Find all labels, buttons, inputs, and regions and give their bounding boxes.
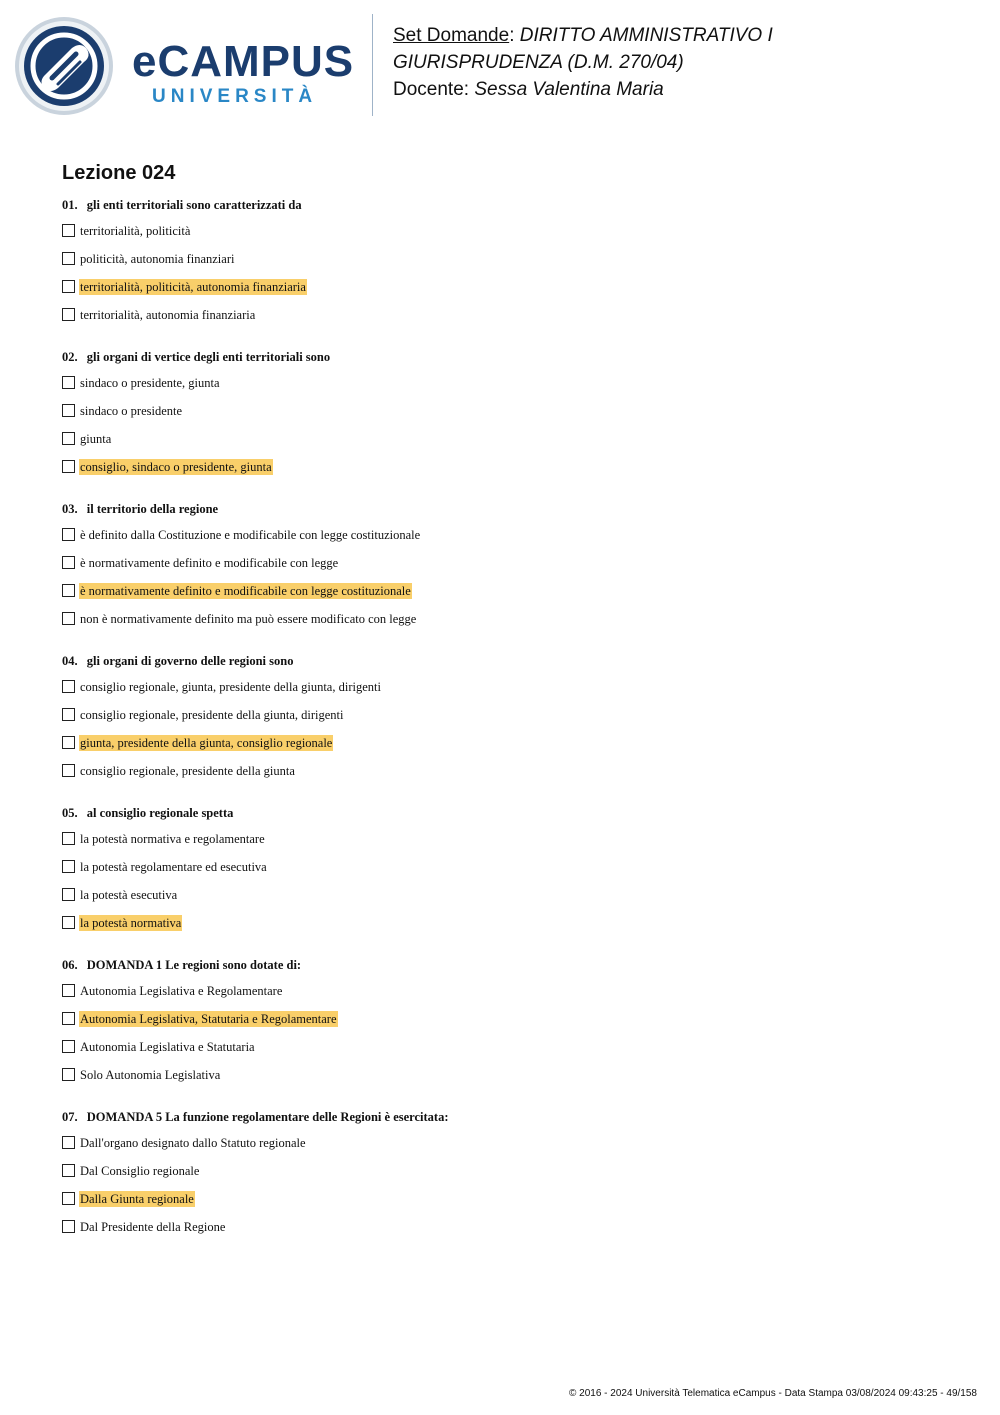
checkbox[interactable] [62, 860, 75, 873]
question-number: 03. [62, 502, 78, 516]
answer-option[interactable] [62, 1163, 962, 1191]
answer-text: la potestà normativa [80, 916, 182, 930]
checkbox[interactable] [62, 708, 75, 721]
brand-subtitle: UNIVERSITÀ [152, 86, 318, 107]
answer-option[interactable] [62, 763, 962, 791]
answer-text: consiglio regionale, presidente della giunta, dirigenti [80, 708, 344, 722]
answer-option[interactable] [62, 735, 962, 763]
question-number: 06. [62, 958, 78, 972]
answer-text: consiglio regionale, giunta, presidente della giunta, dirigenti [80, 680, 381, 694]
set-value-line1: DIRITTO AMMINISTRATIVO I [519, 25, 773, 46]
checkbox[interactable] [62, 1136, 75, 1149]
question-text: DOMANDA 1 Le regioni sono dotate di: [86, 958, 302, 972]
answer-option[interactable] [62, 859, 962, 887]
answer-option[interactable] [62, 279, 962, 307]
question-text: gli organi di vertice degli enti territoriali sono [86, 350, 331, 364]
question-text: al consiglio regionale spetta [86, 806, 234, 820]
header-info [393, 22, 993, 103]
question-01 [62, 196, 962, 335]
checkbox[interactable] [62, 736, 75, 749]
checkbox[interactable] [62, 528, 75, 541]
checkbox[interactable] [62, 376, 75, 389]
answer-option[interactable] [62, 527, 962, 555]
question-text: DOMANDA 5 La funzione regolamentare delle Regioni è esercitata: [86, 1110, 449, 1124]
question-title [62, 652, 962, 670]
answer-text: Solo Autonomia Legislativa [80, 1068, 221, 1082]
answer-option[interactable] [62, 679, 962, 707]
answer-text: consiglio, sindaco o presidente, giunta [80, 460, 272, 474]
checkbox[interactable] [62, 680, 75, 693]
answer-option[interactable] [62, 1067, 962, 1095]
answer-text: la potestà normativa e regolamentare [80, 832, 265, 846]
answer-text: la potestà regolamentare ed esecutiva [80, 860, 267, 874]
checkbox[interactable] [62, 404, 75, 417]
question-text: gli organi di governo delle regioni sono [86, 654, 294, 668]
checkbox[interactable] [62, 280, 75, 293]
checkbox[interactable] [62, 1040, 75, 1053]
answer-text: la potestà esecutiva [80, 888, 178, 902]
checkbox[interactable] [62, 460, 75, 473]
question-number: 05. [62, 806, 78, 820]
question-07 [62, 1108, 962, 1247]
answer-option[interactable] [62, 983, 962, 1011]
answer-text: Dalla Giunta regionale [80, 1192, 194, 1206]
answer-option[interactable] [62, 223, 962, 251]
answer-text: non è normativamente definito ma può essere modificato con legge [80, 612, 417, 626]
checkbox[interactable] [62, 1164, 75, 1177]
set-value-line2: GIURISPRUDENZA (D.M. 270/04) [393, 52, 684, 73]
question-03 [62, 500, 962, 639]
answer-text: Dal Presidente della Regione [80, 1220, 226, 1234]
question-text: il territorio della regione [86, 502, 219, 516]
question-number: 04. [62, 654, 78, 668]
answer-text: territorialità, autonomia finanziaria [80, 308, 256, 322]
answer-option[interactable] [62, 375, 962, 403]
checkbox[interactable] [62, 984, 75, 997]
answer-option[interactable] [62, 611, 962, 639]
answer-option[interactable] [62, 251, 962, 279]
answer-option[interactable] [62, 403, 962, 431]
ecampus-logo [14, 16, 359, 116]
answer-text: è normativamente definito e modificabile con legge [80, 556, 339, 570]
question-title [62, 500, 962, 518]
answer-option[interactable] [62, 887, 962, 915]
question-title [62, 804, 962, 822]
checkbox[interactable] [62, 224, 75, 237]
question-06 [62, 956, 962, 1095]
checkbox[interactable] [62, 888, 75, 901]
answer-option[interactable] [62, 1011, 962, 1039]
question-title [62, 956, 962, 974]
checkbox[interactable] [62, 916, 75, 929]
question-02 [62, 348, 962, 487]
answer-option[interactable] [62, 555, 962, 583]
checkbox[interactable] [62, 764, 75, 777]
answer-text: Dal Consiglio regionale [80, 1164, 200, 1178]
page-footer: © 2016 - 2024 Università Telematica eCampus - Data Stampa 03/08/2024 09:43:25 - 49/158 [569, 1388, 977, 1399]
question-05 [62, 804, 962, 943]
answer-text: giunta [80, 432, 112, 446]
answer-text: territorialità, politicità [80, 224, 191, 238]
answer-text: giunta, presidente della giunta, consiglio regionale [80, 736, 333, 750]
answer-text: territorialità, politicità, autonomia finanziaria [80, 280, 306, 294]
question-number: 07. [62, 1110, 78, 1124]
answer-text: Dall'organo designato dallo Statuto regionale [80, 1136, 306, 1150]
answer-text: sindaco o presidente [80, 404, 183, 418]
question-title [62, 348, 962, 366]
checkbox[interactable] [62, 612, 75, 625]
answer-text: sindaco o presidente, giunta [80, 376, 220, 390]
checkbox[interactable] [62, 1192, 75, 1205]
ecampus-emblem-icon [14, 16, 114, 116]
question-04 [62, 652, 962, 791]
header-divider [372, 14, 373, 116]
answer-option[interactable] [62, 459, 962, 487]
answer-option[interactable] [62, 307, 962, 335]
answer-text: Autonomia Legislativa, Statutaria e Regolamentare [80, 1012, 337, 1026]
checkbox[interactable] [62, 556, 75, 569]
question-title [62, 196, 962, 214]
brand-name: eCAMPUS [132, 37, 355, 86]
lesson-title: Lezione 024 [62, 162, 176, 184]
answer-text: è normativamente definito e modificabile con legge costituzionale [80, 584, 411, 598]
answer-option[interactable] [62, 583, 962, 611]
docente-label: Docente [393, 79, 464, 100]
answer-text: è definito dalla Costituzione e modificabile con legge costituzionale [80, 528, 421, 542]
answer-text: Autonomia Legislativa e Statutaria [80, 1040, 255, 1054]
question-text: gli enti territoriali sono caratterizzati da [86, 198, 302, 212]
checkbox[interactable] [62, 308, 75, 321]
answer-option[interactable] [62, 915, 962, 943]
question-number: 02. [62, 350, 78, 364]
set-line-2 [393, 49, 993, 76]
checkbox[interactable] [62, 1220, 75, 1233]
docente-value: Sessa Valentina Maria [474, 79, 664, 100]
brand-wordmark [132, 37, 355, 108]
checkbox[interactable] [62, 252, 75, 265]
answer-option[interactable] [62, 1039, 962, 1067]
answer-option[interactable] [62, 1135, 962, 1163]
answer-option[interactable] [62, 1219, 962, 1247]
checkbox[interactable] [62, 432, 75, 445]
checkbox[interactable] [62, 584, 75, 597]
question-title [62, 1108, 962, 1126]
answer-option[interactable] [62, 1191, 962, 1219]
answer-option[interactable] [62, 707, 962, 735]
question-number: 01. [62, 198, 78, 212]
answer-text: Autonomia Legislativa e Regolamentare [80, 984, 283, 998]
set-line: Set Domande: DIRITTO AMMINISTRATIVO I [393, 25, 773, 46]
checkbox[interactable] [62, 832, 75, 845]
checkbox[interactable] [62, 1068, 75, 1081]
answer-option[interactable] [62, 431, 962, 459]
answer-option[interactable] [62, 831, 962, 859]
question-list [62, 196, 962, 1260]
docente-line: Docente: Sessa Valentina Maria [393, 79, 664, 100]
set-label: Set Domande [393, 25, 510, 46]
answer-text: consiglio regionale, presidente della giunta [80, 764, 295, 778]
answer-text: politicità, autonomia finanziari [80, 252, 235, 266]
checkbox[interactable] [62, 1012, 75, 1025]
